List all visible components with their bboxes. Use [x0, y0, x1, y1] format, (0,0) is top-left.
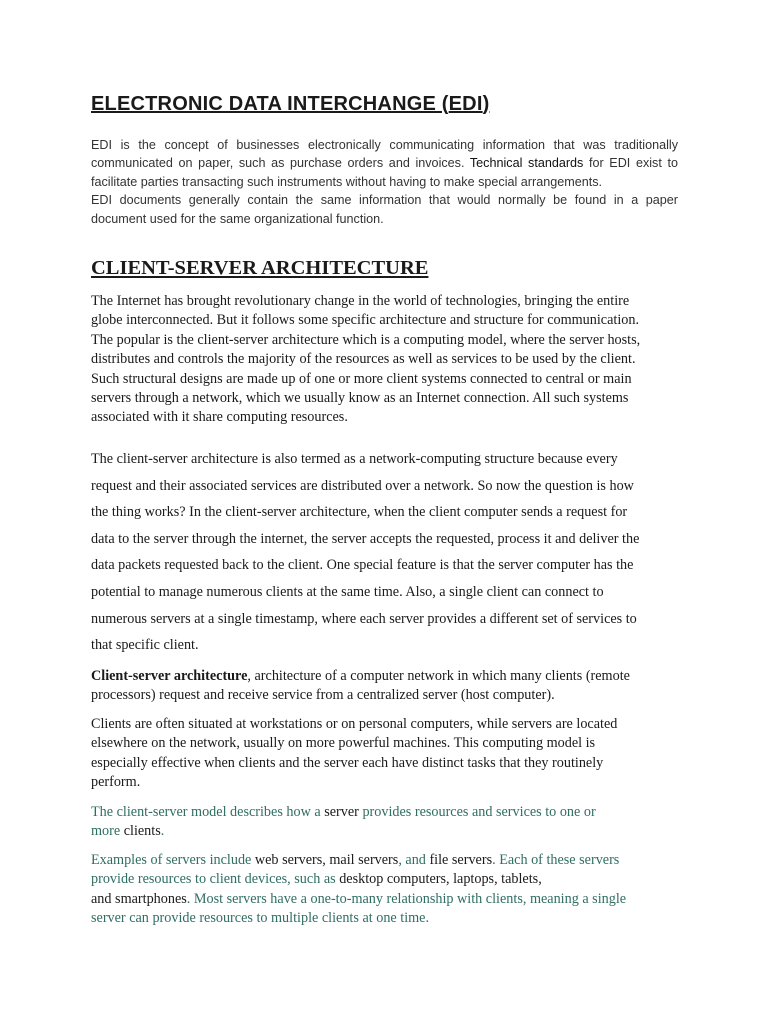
mail-servers-link[interactable]: mail servers: [329, 852, 399, 868]
examples-line-1: [91, 851, 691, 870]
edi-p1-line-2-text: communicated on paper, such as purchase orders and invoices.: [91, 156, 470, 171]
intro-line-6: servers through a network, which we usually know as an Internet connection. All such systems: [91, 390, 629, 407]
server-link[interactable]: server: [324, 804, 359, 820]
desktop-computers-link[interactable]: desktop computers: [339, 871, 446, 888]
examples-text: . Each of these servers: [492, 852, 620, 868]
definition-line-1: [91, 667, 691, 686]
edi-p1-line-2: [91, 154, 678, 172]
edi-p1-line-2-tail: for EDI exist to: [583, 156, 678, 171]
examples-text: . Most servers have a one-to-many relationship with clients, meaning a single: [186, 890, 627, 907]
technical-standards-link[interactable]: Technical standards: [469, 156, 584, 171]
file-servers-link[interactable]: file servers: [429, 852, 493, 868]
examples-line-2: [91, 870, 691, 889]
examples-text: , and: [398, 852, 430, 868]
examples-text: and: [91, 890, 116, 907]
clients-paragraph: [91, 715, 691, 793]
model-paragraph: [91, 803, 691, 842]
examples-text: Examples of servers include: [91, 852, 255, 868]
intro-line-5: Such structural designs are made up of one or more client systems connected to central or main: [91, 370, 632, 387]
clients-line-3: especially effective when clients and the server each have distinct tasks that they routinely: [91, 754, 604, 771]
examples-line-3: [91, 890, 691, 909]
client-server-heading: CLIENT-SERVER ARCHITECTURE: [91, 257, 429, 279]
intro-line-2: globe interconnected. But it follows some specific architecture and structure for communication.: [91, 312, 640, 329]
edi-p1-line-1: EDI is the concept of businesses electronically communicating information that was traditionally: [91, 138, 678, 152]
examples-text: ,: [494, 871, 502, 888]
web-servers-link[interactable]: web servers: [254, 852, 323, 868]
clients-link[interactable]: clients: [123, 823, 161, 840]
definition-paragraph: [91, 667, 691, 706]
intro-line-3: The popular is the client-server architecture which is a computing model, where the server hosts,: [91, 331, 641, 348]
model-line-2: [91, 822, 691, 841]
edi-description: [91, 136, 678, 228]
intro-paragraph: [91, 292, 691, 428]
examples-text: ,: [538, 871, 542, 888]
edi-paragraph-1: [91, 136, 678, 191]
edi-p1-line-3: facilitate parties transacting such instruments without having to make special arrangements.: [91, 174, 602, 189]
definition-line-2: processors) request and receive service from a centralized server (host computer).: [91, 687, 555, 704]
tablets-link[interactable]: tablets: [501, 871, 539, 888]
intro-line-1: The Internet has brought revolutionary change in the world of technologies, bringing the entire: [91, 293, 630, 309]
detail-line-2: request and their associated services are distributed over a network. So now the question is how: [91, 477, 634, 494]
clients-line-1: Clients are often situated at workstations or on personal computers, while servers are located: [91, 716, 618, 732]
detail-line-3: the thing works? In the client-server architecture, when the client computer sends a request for: [91, 504, 628, 521]
intro-line-4: distributes and controls the majority of the resources as well as services to be used by the client.: [91, 351, 636, 368]
definition-term: Client-server architecture: [91, 668, 248, 684]
examples-text: provide resources to client devices, such as: [91, 871, 340, 888]
clients-line-2: elsewhere on the network, usually on more powerful machines. This computing model is: [91, 735, 596, 752]
detail-line-8: that specific client.: [91, 637, 199, 654]
edi-heading-acronym: EDI: [448, 93, 483, 115]
definition-line-1-rest: , architecture of a computer network in which many clients (remote: [247, 668, 630, 684]
examples-paragraph: [91, 851, 691, 929]
edi-heading-suffix: ): [482, 93, 490, 115]
edi-p2-line-1: EDI documents generally contain the same information that would normally be found in a paper: [91, 193, 678, 208]
model-text: provides resources and services to one or: [358, 804, 596, 820]
detail-line-4: data to the server through the internet, the server accepts the requested, process it and deliver the: [91, 530, 640, 547]
intro-line-7: associated with it share computing resources.: [91, 409, 348, 426]
examples-text: ,: [322, 852, 330, 868]
smartphones-link[interactable]: smartphones: [115, 890, 187, 907]
model-line-1: [91, 803, 691, 822]
detail-line-5: data packets requested back to the client. One special feature is that the server computer has the: [91, 557, 634, 574]
examples-text: ,: [445, 871, 454, 888]
laptops-link[interactable]: laptops: [453, 871, 495, 888]
edi-heading-prefix: ELECTRONIC DATA INTERCHANGE (: [91, 93, 449, 115]
model-text: more: [91, 823, 124, 840]
model-text: The client-server model describes how a: [91, 804, 325, 820]
detail-line-1: The client-server architecture is also termed as a network-computing structure because every: [91, 451, 618, 467]
examples-line-4: server can provide resources to multiple clients at one time.: [91, 910, 430, 927]
model-text: .: [160, 823, 165, 840]
detail-line-6: potential to manage numerous clients at the same time. Also, a single client can connect to: [91, 583, 604, 600]
edi-p2-line-2: document used for the same organizational function.: [91, 211, 384, 226]
clients-line-4: perform.: [91, 774, 141, 791]
edi-heading: [91, 93, 489, 116]
detail-line-7: numerous servers at a single timestamp, where each server provides a different set of services to: [91, 610, 637, 627]
detail-paragraph: [91, 446, 691, 659]
edi-paragraph-2: [91, 191, 678, 228]
